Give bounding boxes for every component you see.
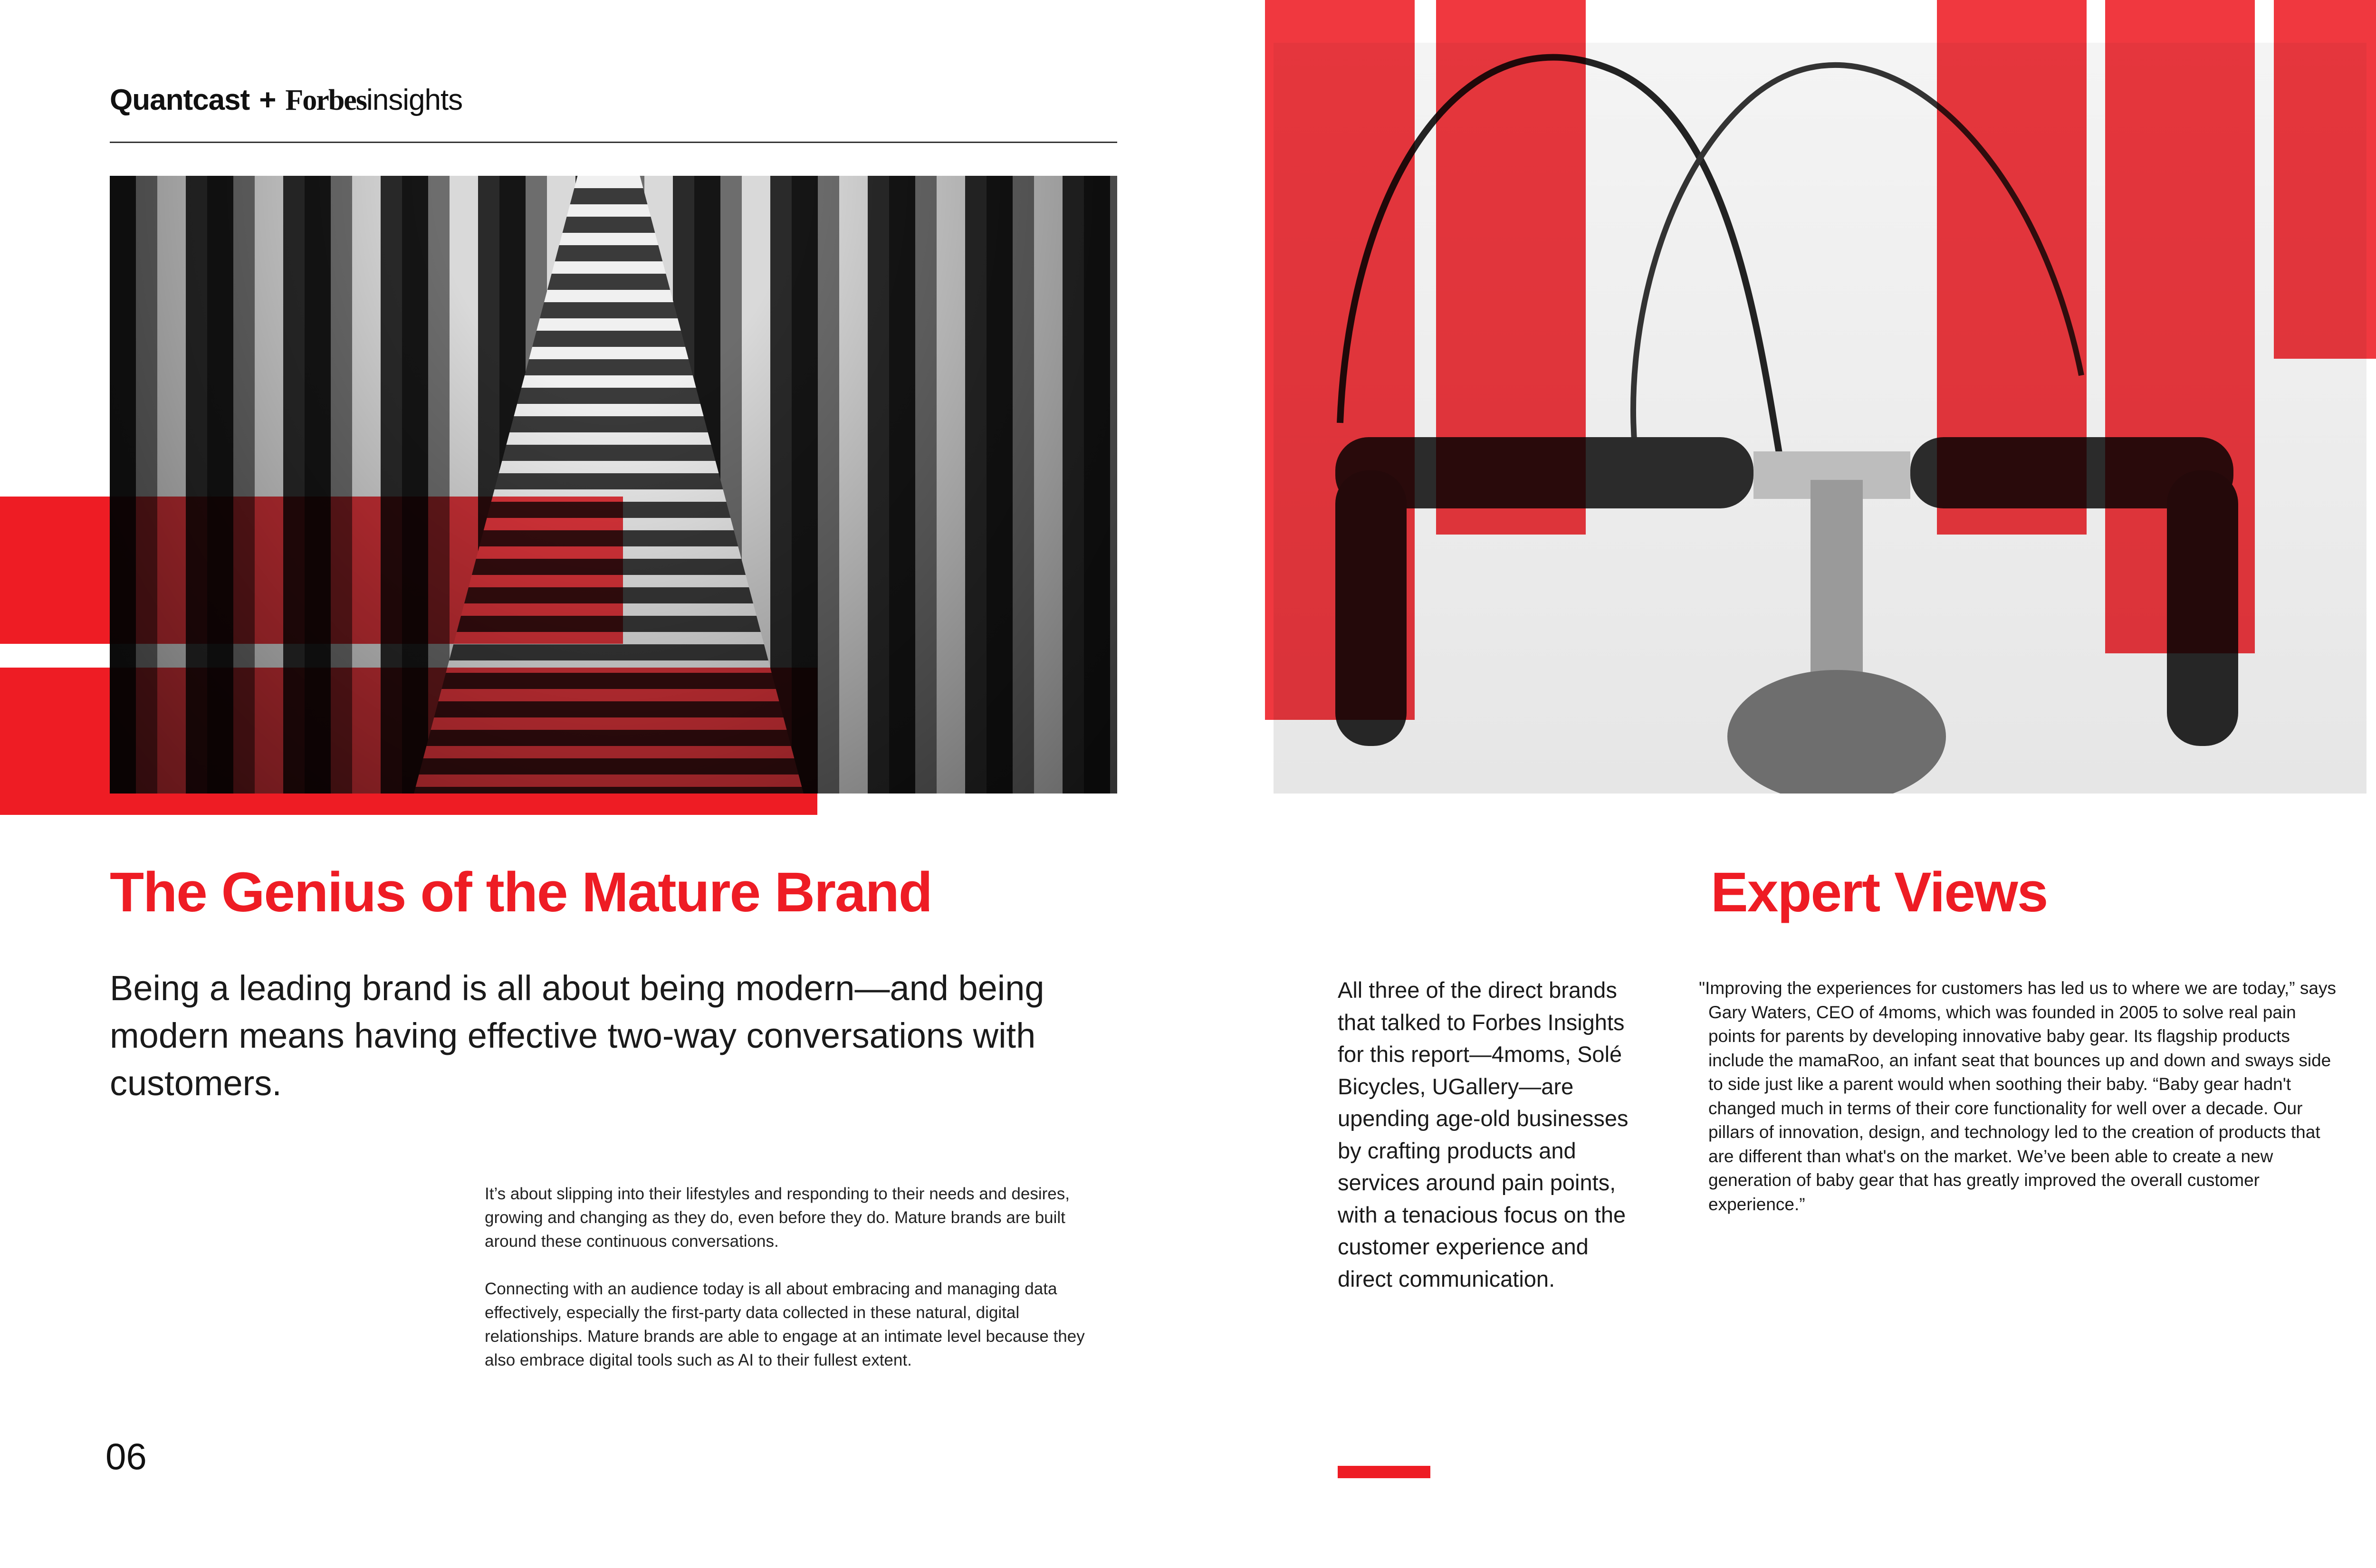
head-tube xyxy=(1727,670,1946,794)
red-overlay-left-lower xyxy=(110,668,817,794)
forbes-wordmark: Forbes xyxy=(285,84,366,116)
logo-plus: + xyxy=(259,84,276,116)
page-number: 06 xyxy=(105,1435,147,1477)
red-bar-right-4 xyxy=(2105,0,2255,653)
left-lead-paragraph: Being a leading brand is all about being modern—and being modern means having effective two-way conversations with customers. xyxy=(110,968,1044,1103)
red-overlay-left-upper xyxy=(110,497,623,644)
right-title: Expert Views xyxy=(1711,861,2048,924)
red-bar-right-2 xyxy=(1436,0,1586,535)
red-block-left-upper xyxy=(0,497,110,644)
red-strip-left-bottom xyxy=(110,794,817,815)
red-bar-right-3 xyxy=(1937,0,2087,535)
red-bar-right-1 xyxy=(1265,0,1415,720)
quantcast-wordmark: Quantcast xyxy=(110,84,250,116)
expert-quote: "Improving the experiences for customers has led us to where we are today,” says Gary Waters, CEO of 4moms, which was founded in 2005 to solve real pain points for parents by developing innovative baby gear. Its flagship products include the mamaRoo, an infant seat that bounces up and down and sways side to side just like a parent would when soothing their baby. “Baby gear hadn't changed much in terms of their core functionality for well over a decade. Our pillars of innovation, design, and technology led to the creation of products that are different than what's on the market. We’ve been able to create a new generation of baby gear that has greatly improved the overall customer experience.” xyxy=(1699,978,2336,1214)
header-divider xyxy=(110,142,1117,143)
sidebar-paragraph: All three of the direct brands that talked to Forbes Insights for this report—4moms, Solé Bicycles, UGallery—are upending age-old businesses by crafting products and services around pain points, with a tenacious focus on the customer experience and direct communication. xyxy=(1338,977,1629,1291)
publisher-logo xyxy=(110,83,462,117)
left-title: The Genius of the Mature Brand xyxy=(110,861,932,924)
insights-wordmark: insights xyxy=(366,84,463,116)
body-paragraph-1: It’s about slipping into their lifestyles and responding to their needs and desires, growing and changing as they do, even before they do. Mature brands are built around these continuous conversations. xyxy=(485,1185,1070,1251)
body-paragraph-2: Connecting with an audience today is all about embracing and managing data effectively, especially the first-party data collected in these natural, digital relationships. Mature brands are able to engage at an intimate level because they also embrace digital tools such as AI to their fullest extent. xyxy=(485,1280,1085,1369)
accent-bar xyxy=(1338,1466,1430,1478)
red-block-left-lower xyxy=(0,668,110,815)
red-bar-right-5 xyxy=(2274,0,2376,359)
